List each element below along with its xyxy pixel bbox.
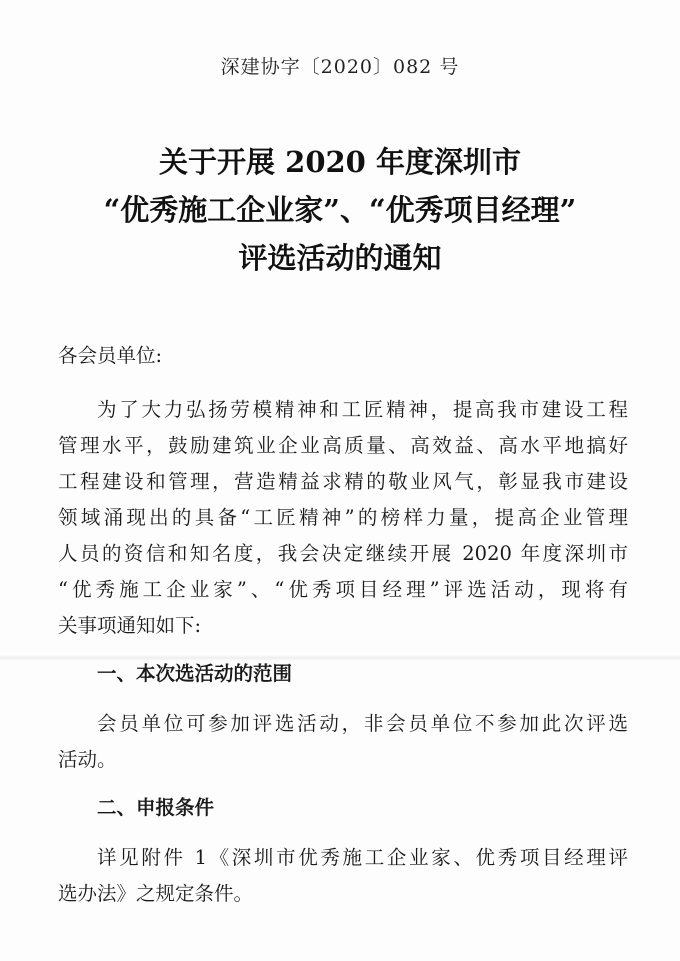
section-heading-conditions: 二、申报条件 (97, 796, 215, 819)
section-heading-scope: 一、本次选活动的范围 (97, 662, 293, 685)
intro-line: 管理水平，鼓励建筑业企业高质量、高效益、高水平地搞好 (58, 434, 628, 457)
intro-line: 人员的资信和知名度，我会决定继续开展 2020 年度深圳市 (58, 542, 628, 565)
intro-line: 领域涌现出的具备“工匠精神”的榜样力量，提高企业管理 (58, 506, 628, 529)
title-line-3: 评选活动的通知 (238, 241, 442, 275)
section-scope-paragraph (58, 706, 628, 778)
intro-paragraph (58, 392, 628, 644)
section-conditions-line: 详见附件 1《深圳市优秀施工企业家、优秀项目经理评 (97, 846, 628, 869)
intro-line: 关事项通知如下: (58, 614, 202, 637)
document-number: 深建协字〔2020〕082 号 (220, 56, 460, 78)
intro-line: 为了大力弘扬劳模精神和工匠精神，提高我市建设工程 (97, 398, 628, 421)
salutation: 各会员单位: (58, 344, 163, 367)
document-body (58, 338, 628, 912)
title-line-1: 关于开展 2020 年度深圳市 (159, 145, 521, 179)
section-scope-line: 会员单位可参加评选活动，非会员单位不参加此次评选 (97, 712, 628, 735)
section-conditions-paragraph (58, 840, 628, 912)
intro-line: 工程建设和管理，营造精益求精的敬业风气，彰显我市建设 (58, 470, 628, 493)
section-scope-line: 活动。 (58, 748, 117, 771)
intro-line: “优秀施工企业家”、“优秀项目经理”评选活动，现将有 (58, 578, 628, 601)
section-conditions-line: 选办法》之规定条件。 (58, 882, 254, 905)
document-title (0, 138, 680, 282)
title-line-2: “优秀施工企业家”、“优秀项目经理” (103, 193, 577, 227)
